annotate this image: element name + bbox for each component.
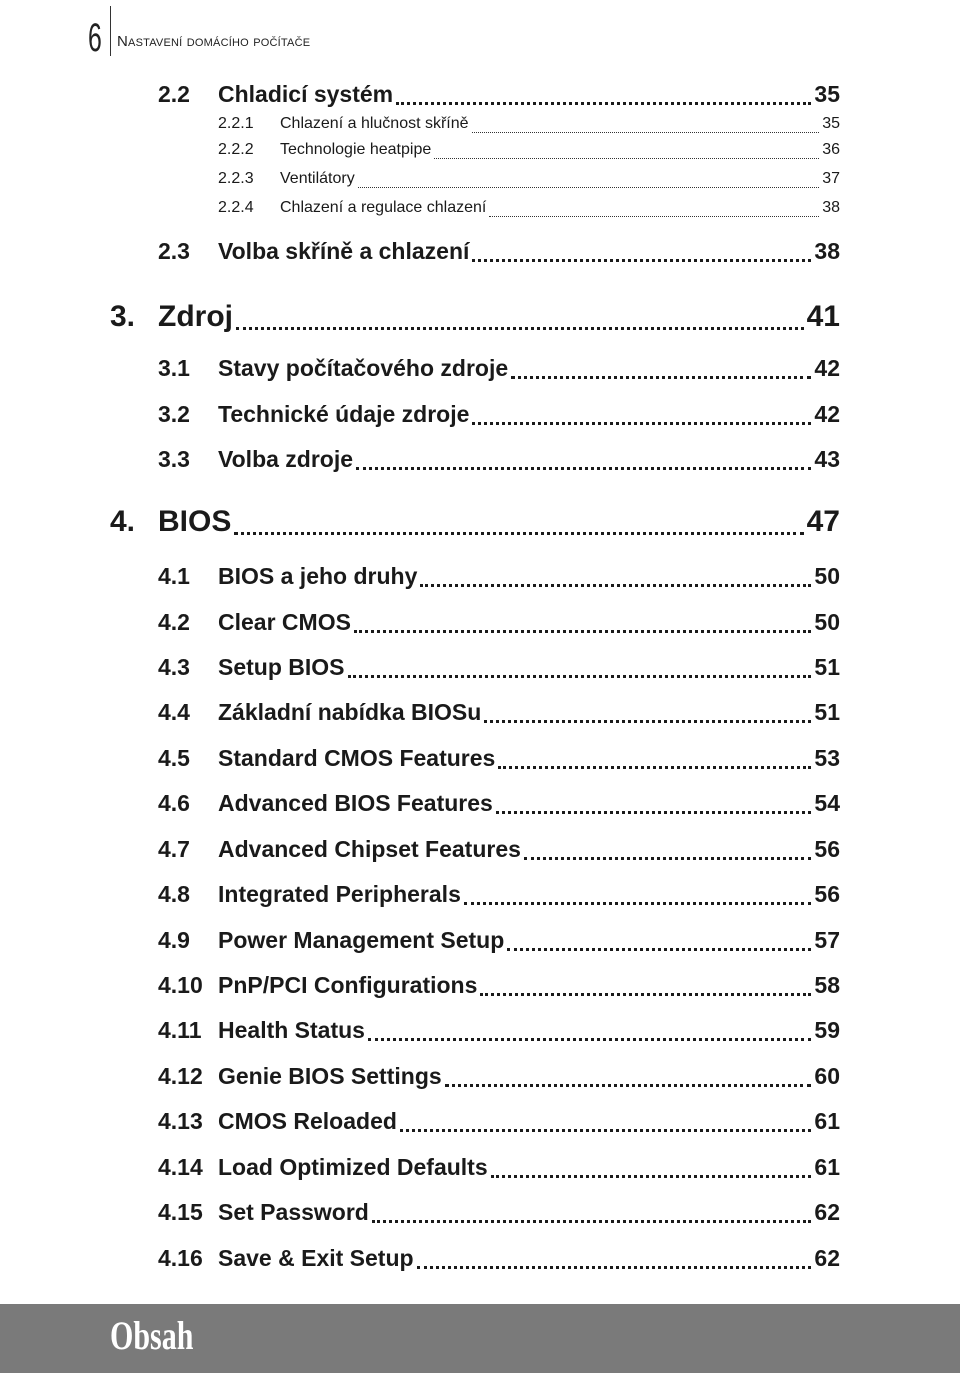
toc-entry	[110, 505, 840, 541]
toc-entry-page: 62	[814, 1199, 840, 1225]
toc-entry-number: 4.7	[158, 836, 190, 862]
toc-entry-title: Technologie heatpipe	[280, 141, 432, 158]
toc-entry-title: Chlazení a hlučnost skříně	[280, 115, 469, 132]
toc-entry-number: 2.3	[158, 238, 190, 264]
toc-entry-number: 4.10	[158, 972, 203, 998]
toc-entry-number: 3.	[110, 300, 136, 333]
toc-entry-number: 4.5	[158, 745, 190, 771]
toc-entry-title: Setup BIOS	[218, 654, 345, 680]
toc-entry-page: 54	[814, 790, 840, 816]
toc-entry-title: Save & Exit Setup	[218, 1245, 414, 1271]
toc-entry-page: 42	[814, 355, 840, 381]
toc-entry-page: 42	[814, 401, 840, 427]
toc-entry-page: 38	[814, 238, 840, 264]
toc-leader-dots	[358, 187, 819, 188]
toc-entry-page: 56	[814, 881, 840, 907]
toc-entry-number: 4.16	[158, 1245, 203, 1271]
toc-entry-page: 60	[814, 1063, 840, 1089]
toc-entry-title: Genie BIOS Settings	[218, 1063, 442, 1089]
toc-leader-dots	[368, 1038, 811, 1041]
toc-entry-page: 50	[814, 609, 840, 635]
toc-leader-dots	[234, 532, 803, 535]
toc-leader-dots	[372, 1220, 812, 1223]
toc-entry-number: 4.3	[158, 654, 190, 680]
toc-leader-dots	[524, 857, 811, 860]
toc-entry-number: 2.2.3	[218, 170, 254, 187]
toc-leader-dots	[496, 811, 812, 814]
toc-leader-dots	[356, 467, 811, 470]
toc-entry-title: Health Status	[218, 1017, 365, 1043]
toc-entry-page: 47	[806, 505, 840, 538]
toc-entry-title: Technické údaje zdroje	[218, 401, 470, 427]
toc-entry-page: 51	[814, 654, 840, 680]
toc-entry-number: 4.9	[158, 927, 190, 953]
toc-entry-title: PnP/PCI Configurations	[218, 972, 478, 998]
toc-leader-dots	[498, 766, 811, 769]
toc-leader-dots	[472, 422, 811, 425]
toc-entry-title: Volba skříně a chlazení	[218, 238, 470, 264]
toc-entry-title: Ventilátory	[280, 170, 355, 187]
toc-entry-title: BIOS	[158, 505, 232, 538]
toc-entry-title: Advanced Chipset Features	[218, 836, 521, 862]
toc-entry-number: 4.8	[158, 881, 190, 907]
toc-entry	[158, 654, 840, 684]
chapter-title: Nastavení domácího počítače	[117, 33, 311, 50]
toc-leader-dots	[445, 1084, 812, 1087]
toc-leader-dots	[511, 376, 811, 379]
toc-entry	[158, 972, 840, 1002]
toc-entry	[158, 1199, 840, 1229]
toc-entry-title: CMOS Reloaded	[218, 1108, 397, 1134]
toc-entry-page: 61	[814, 1154, 840, 1180]
toc-entry-page: 51	[814, 699, 840, 725]
toc-leader-dots	[472, 132, 820, 133]
toc-entry	[158, 609, 840, 639]
toc-leader-dots	[400, 1129, 811, 1132]
toc-entry	[158, 1108, 840, 1138]
toc-leader-dots	[472, 259, 811, 262]
toc-entry-title: Standard CMOS Features	[218, 745, 496, 771]
toc-entry-number: 2.2.1	[218, 115, 254, 132]
toc-leader-dots	[417, 1266, 812, 1269]
toc-entry	[158, 790, 840, 820]
toc-entry-title: Chladicí systém	[218, 81, 394, 107]
toc-entry-page: 59	[814, 1017, 840, 1043]
toc-leader-dots	[480, 993, 811, 996]
toc-entry-title: Power Management Setup	[218, 927, 505, 953]
page-number: 6	[88, 16, 102, 60]
toc-entry-page: 50	[814, 563, 840, 589]
toc-entry-number: 2.2	[158, 81, 190, 107]
toc-entry-number: 3.1	[158, 355, 190, 381]
toc-entry-title: Základní nabídka BIOSu	[218, 699, 482, 725]
toc-leader-dots	[236, 327, 804, 330]
toc-leader-dots	[484, 720, 811, 723]
footer-label: Obsah	[110, 1313, 194, 1358]
toc-entry-title: Volba zdroje	[218, 446, 354, 472]
toc-leader-dots	[434, 158, 819, 159]
toc-leader-dots	[420, 584, 811, 587]
toc-entry-number: 4.	[110, 505, 136, 538]
toc-entry-page: 35	[822, 115, 840, 132]
toc-entry-title: Set Password	[218, 1199, 369, 1225]
toc-entry	[158, 1245, 840, 1275]
toc-entry	[158, 745, 840, 775]
toc-entry-title: Load Optimized Defaults	[218, 1154, 488, 1180]
toc-entry-title: Advanced BIOS Features	[218, 790, 493, 816]
toc-entry	[158, 401, 840, 431]
toc-leader-dots	[348, 675, 812, 678]
toc-entry-number: 4.14	[158, 1154, 203, 1180]
toc-leader-dots	[491, 1175, 812, 1178]
toc-leader-dots	[396, 102, 811, 105]
toc-entry-title: Chlazení a regulace chlazení	[280, 199, 487, 216]
toc-entry	[158, 238, 840, 268]
toc-entry-page: 36	[822, 141, 840, 158]
toc-entry-title: Zdroj	[158, 300, 233, 333]
toc-entry-number: 4.11	[158, 1017, 202, 1043]
toc-leader-dots	[354, 630, 811, 633]
toc-entry	[218, 141, 840, 163]
toc-entry	[158, 1017, 840, 1047]
toc-entry	[158, 699, 840, 729]
toc-entry-title: Integrated Peripherals	[218, 881, 461, 907]
toc-leader-dots	[464, 902, 812, 905]
toc-entry-number: 3.3	[158, 446, 190, 472]
toc-entry-number: 2.2.4	[218, 199, 254, 216]
toc-entry	[110, 300, 840, 336]
toc-entry	[158, 81, 840, 111]
toc-entry	[158, 1154, 840, 1184]
toc-entry	[158, 1063, 840, 1093]
toc-entry	[218, 115, 840, 137]
toc-entry-title: Clear CMOS	[218, 609, 351, 635]
toc-entry-page: 41	[806, 300, 840, 333]
toc-entry-page: 35	[814, 81, 840, 107]
toc-entry-page: 58	[814, 972, 840, 998]
toc-entry-page: 53	[814, 745, 840, 771]
toc-entry-number: 3.2	[158, 401, 190, 427]
toc-entry	[218, 199, 840, 221]
toc-entry	[158, 355, 840, 385]
toc-entry-number: 4.1	[158, 563, 190, 589]
toc-entry-page: 57	[814, 927, 840, 953]
toc-entry-number: 4.15	[158, 1199, 203, 1225]
toc-entry	[158, 836, 840, 866]
toc-leader-dots	[507, 948, 811, 951]
toc-entry	[158, 446, 840, 476]
toc-entry-number: 4.4	[158, 699, 190, 725]
toc-entry-number: 2.2.2	[218, 141, 254, 158]
toc-leader-dots	[489, 216, 819, 217]
toc-entry-page: 43	[814, 446, 840, 472]
toc-entry	[158, 563, 840, 593]
toc-entry	[158, 881, 840, 911]
toc-entry-number: 4.2	[158, 609, 190, 635]
toc-entry-page: 38	[822, 199, 840, 216]
toc-entry-page: 37	[822, 170, 840, 187]
toc-entry	[218, 170, 840, 192]
toc-entry-title: Stavy počítačového zdroje	[218, 355, 509, 381]
toc-entry	[158, 927, 840, 957]
toc-entry-page: 62	[814, 1245, 840, 1271]
toc-entry-number: 4.6	[158, 790, 190, 816]
toc-entry-number: 4.12	[158, 1063, 203, 1089]
toc-entry-page: 56	[814, 836, 840, 862]
toc-entry-title: BIOS a jeho druhy	[218, 563, 418, 589]
toc-entry-number: 4.13	[158, 1108, 203, 1134]
toc-entry-page: 61	[814, 1108, 840, 1134]
